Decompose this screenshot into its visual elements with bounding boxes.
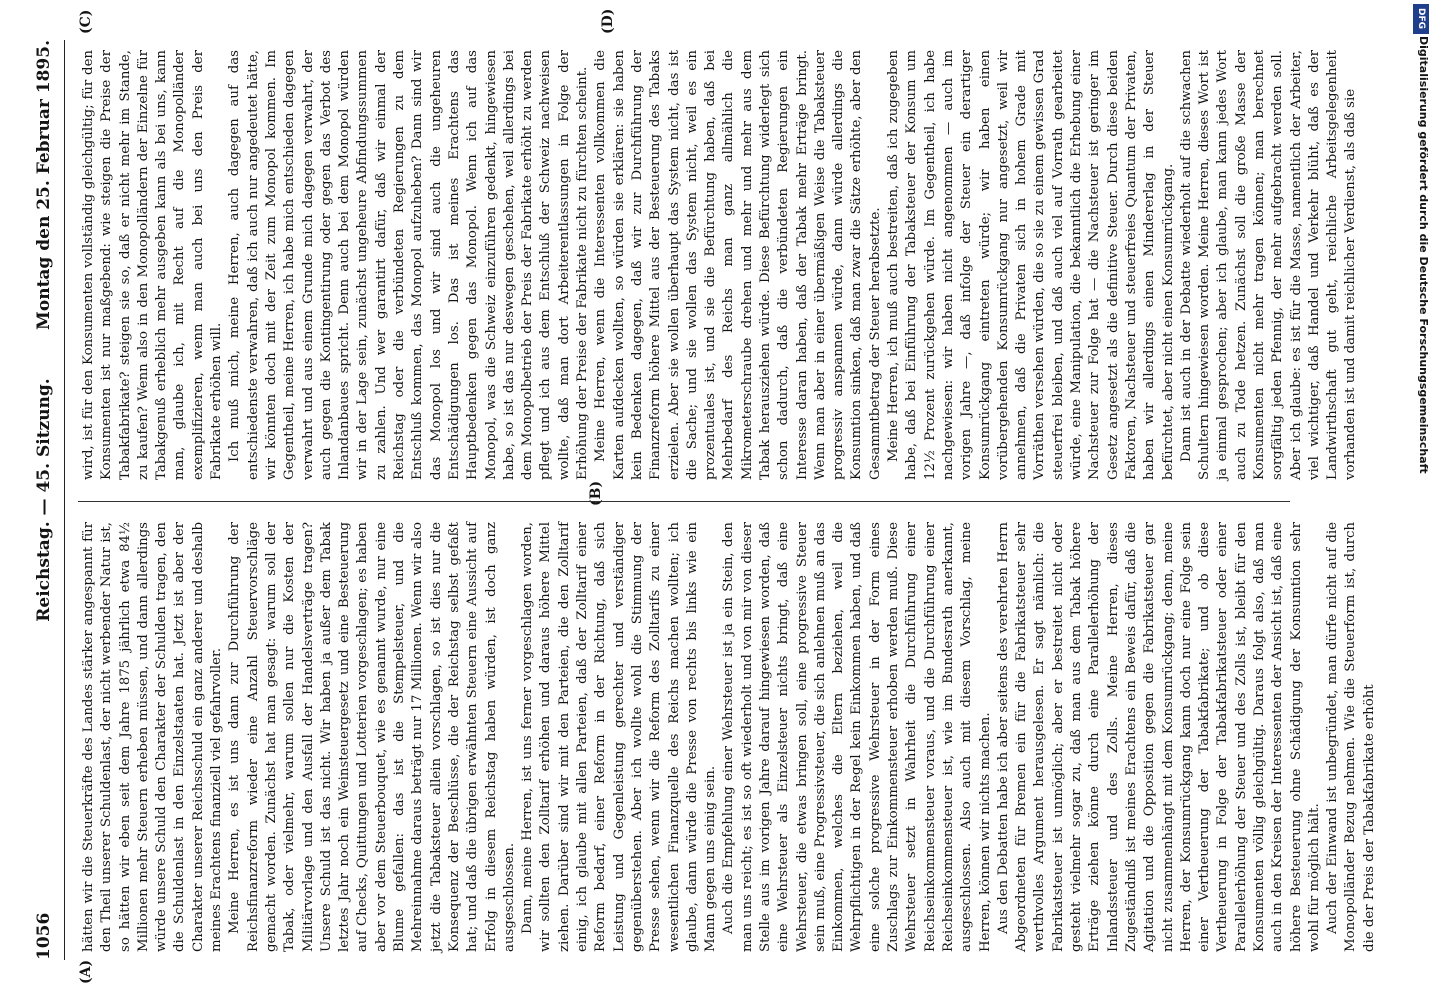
column-divider [78,501,1290,502]
left-text-column [80,522,1377,952]
page-number: 1056 [34,912,54,960]
paragraph: hätten wir die Steuerkräfte des Landes stärker angespannt für den Theil unserer Schuldenlast, der nicht werbender Natur ist, so hätten wir eben seit dem Jahre 1875 jährlich etwa 84½ Millionen mehr Steuern erheben müssen, und dann allerdings würde unsere Schuld den Charakter der Schulden tragen, den die Schuldenlast in den Einzelstaaten hat. Jetzt ist aber der Charakter unserer Reichsschuld ein ganz anderer und deshalb meines Erachtens finanziell viel gefahrvoller. [81,522,225,952]
paragraph: Aus den Debatten habe ich aber seitens des verehrten Herrn Abgeordneten für Bremen ein für die Fabrikatsteuer sehr werthvolles Argument herausgelesen. Er sagt nämlich: die Fabrikatsteuer ist unmöglich; aber er bestreitet nicht oder gesteht vielmehr sogar zu, daß man aus dem Tabak höhere Erträge ziehen könne durch eine Parallelerhöhung der Inlandssteuer und des Zolls. Meine Herren, dieses Zugeständniß ist meines Erachtens ein Beweis dafür, daß die Agitation und die Opposition gegen die Fabrikatsteuer gar nicht zusammenhängt mit dem Konsumrückgang; denn, meine Herren, der Konsumrückgang kann doch nur eine Folge sein einer Vertheuerung der Tabakfabrikate; und ob diese Vertheuerung in Folge der Tabakfabrikatsteuer oder einer Parallelerhöhung der Steuer und des Zolls ist, bleibt für den Konsumenten völlig gleichgültig. Daraus folgt also, daß man auch in den Kreisen der Interessenten der Ansicht ist, daß eine höhere Besteuerung ohne Schädigung der Konsumtion sehr wohl für möglich hält. [995,522,1322,952]
margin-marker-a: (A) [78,959,94,984]
paragraph: Meine Herren, ich muß auch bestreiten, daß ich zugegeben habe, daß bei Einführung der Tabaksteuer der Konsum um 12½ Prozent zurückgehen würde. Im Gegentheil, ich habe nachgewiesen: wir haben nicht angenommen — auch im vorigen Jahre —, daß infolge der Steuer ein derartiger Konsumrückgang eintreten würde; wir haben einen vorübergehenden Konsumrückgang nur angesetzt, weil wir annehmen, daß die Privaten sich in hohem Grade mit Vorräthen versehen würden, die so sie zu einem gewissen Grad steuerfrei bleiben, und daß auch viel auf Vorrath gearbeitet würde, eine Manipulation, die bekanntlich die Erhebung einer Nachsteuer zur Folge hat — die Nachsteuer ist geringer im Gesetz angesetzt als die definitive Steuer. Durch diese beiden Faktoren, Nachsteuer und steuerfreies Quantum der Privaten, haben wir allerdings einen Mindererlag in der Steuer befürchtet, aber nicht einen Konsumrückgang. [886,50,1176,480]
right-text-column [80,50,1359,480]
paragraph: Dann ist auch in der Debatte wiederholt auf die schwachen Schultern hingewiesen worden. Meine Herren, dieses Wort ist ja einmal gesprochen; aber ich glaube, man kann jedes Wort auch zu Tode hetzen. Zunächst soll die große Masse der Konsumenten nicht mehr tragen können; man berechnet sorgfältig jeden Pfennig, der mehr aufgebracht werden soll. Aber ich glaube: es ist für die Masse, namentlich der Arbeiter, viel wichtiger, daß Handel und Verkehr blüht, daß es der Landwirthschaft gut geht, reichliche Arbeitsgelegenheit vorhanden ist und damit reichlicher Verdienst, als daß sie [1178,50,1359,480]
digitization-footer [1412,36,1430,986]
session-title: Reichstag. — 45. Sitzung. [34,378,54,622]
paragraph: Meine Herren, wenn die Interessenten vollkommen die Karten aufdecken wollten, so würden sie erklären: sie haben kein Bedenken dagegen, daß wir zur Durchführung der Finanzreform höhere Mittel aus der Besteuerung des Tabaks erzielen. Aber sie wollen überhaupt das System nicht, das ist die Sache; und sie wollen das System nicht, weil es ein prozentuales ist, und sie die Befürchtung haben, daß bei Mehrbedarf des Reichs man ganz allmählich die Mikrometerschraube drehen und mehr und mehr aus dem Tabak herausziehen würde. Diese Befürchtung widerlegt sich schon dadurch, daß die verbündeten Regierungen ein Interesse daran haben, daß der Tabak mehr Erträge bringt. Wenn man aber in einer übermäßigen Weise die Tabaksteuer progressiv anspannen würde, dann würde allerdings die Konsumtion sinken, daß man zwar die Sätze erhöhte, aber den Gesammtbetrag der Steuer herabsetzte. [593,50,883,480]
paragraph: Auch die Empfehlung einer Wehrsteuer ist ja ein Stein, den man uns reicht; es ist so oft wiederholt und von mir von dieser Stelle aus im vorigen Jahre darauf hingewiesen worden, daß eine Wehrsteuer als Einzelsteuer nichts bringt, daß eine Wehrsteuer, die etwas bringen soll, eine progressive Steuer sein muß, eine Progressivsteuer, die sich anlehnen muß an das Einkommen, welches die Eltern beziehen, weil die Wehrpflichtigen in der Regel kein Einkommen haben, und daß eine solche progressive Wehrsteuer in der Form eines Zuschlags zur Einkommensteuer erhoben werden muß. Diese Wehrsteuer setzt in Wahrheit die Durchführung einer Reichseinkommensteuer voraus, und die Durchführung einer Reichseinkommensteuer ist, wie im Bundesrath anerkannt, ausgeschlossen. Also auch mit diesem Vorschlag, meine Herren, können wir nichts machen. [721,522,993,952]
margin-marker-d: (D) [600,8,616,34]
paragraph: Meine Herren, es ist uns dann zur Durchführung der Reichsfinanzreform wieder eine Anzahl Steuervorschläge gemacht worden. Zunächst hat man gesagt: warum soll der Tabak, oder vielmehr, warum sollen nur die Kosten der Militärvorlage und den Ausfall der Handelsverträge tragen? Unsere Schuld ist das nicht. Wir haben ja außer dem Tabak letztes Jahr noch ein Weinsteuergesetz und eine Besteuerung auf Checks, Quittungen und Lotterien vorgeschlagen; es haben aber vor dem Steuerbouquet, wie es genannt wurde, nur eine Blume gefallen: das ist die Stempelsteuer, und die Mehreinnahme daraus beträgt nur 17 Millionen. Wenn wir also jetzt die Tabaksteuer allein vorschlagen, so ist dies nur die Konsequenz der Beschlüsse, die der Reichstag selbst gefaßt hat; und daß die übrigen erwähnten Steuern eine Aussicht auf Erfolg in diesem Reichstag haben würden, ist doch ganz ausgeschlossen. [227,522,517,952]
paragraph: wird, ist für den Konsumenten vollständig gleichgültig; für den Konsumenten ist nur maßgebend: wie steigen die Preise der Tabakfabrikate? steigen sie so, daß er nicht mehr im Stande, zu kaufen? Wenn also in den Monopolländern der Einzelne für Tabakgenuß erheblich mehr ausgeben kann als bei uns, kann man, glaube ich, mit Recht auf die Monopolländer exemplifizieren, wenn man auch bei uns den Preis der Fabrikate erhöhen will. [81,50,225,480]
paragraph: Auch der Einwand ist unbegründet, man dürfe nicht auf die Monopolländer Bezug nehmen. Wie die Steuerform ist, durch die der Preis der Tabakfabrikate erhöht [1325,522,1377,952]
session-date: Montag den 25. Februar 1895. [34,40,54,330]
margin-marker-c: (C) [78,9,94,34]
margin-marker-b: (B) [588,480,604,506]
paragraph: Dann, meine Herren, ist uns ferner vorgeschlagen worden, wir sollten den Zolltarif erhöhen und daraus höhere Mittel ziehen. Darüber sind wir mit den Parteien, die den Zolltarif einig, ich glaube mit allen Parteien, daß der Zolltarif einer Reform bedarf, einer Reform in der Richtung, daß sich Leistung und Gegenleistung gerechter und verständiger gegenüberstehen. Aber ich wollte wohl die Stimmung der Presse sehen, wenn wir die Reform des Zolltarifs zu einer wesentlichen Finanzquelle des Reichs machen wollten; ich glaube, dann würde die Presse von rechts bis links wie ein Mann gegen uns einig sein. [520,522,719,952]
dfg-logo: DFG [1413,4,1429,34]
digitization-credit: Digitalisierung gefördert durch die Deutsche Forschungsgemeinschaft [1417,36,1430,474]
page-header [28,40,65,960]
paragraph: Ich muß mich, meine Herren, auch dagegen auf das entschiedenste verwahren, daß ich auch nur angedeutet hätte, wir könnten doch mit der Zeit zum Monopol kommen. Im Gegentheil, meine Herren, ich habe mich entschieden dagegen verwahrt und aus einem Grunde mich dagegen verwahrt, der auch gegen die Kontingentirung oder gegen das Verbot des Inlandanbaues spricht. Denn auch bei dem Monopol würden wir in der Lage sein, zunächst ungeheure Abfindungssummen zu zahlen. Und wer garantirt dafür, daß wir einmal der Reichstag oder die verbündeten Regierungen zu dem Entschluß kommen, das Monopol aufzuheben? Dann sind wir das Monopol los und wir sind auch die ungeheuren Entschädigungen los. Das ist meines Erachtens das Hauptbedenken gegen das Monopol. Wenn ich auf das Monopol, was die Schweiz einzuführen gedenkt, hingewiesen habe, so ist das nur deswegen geschehen, weil allerdings bei dem Monopolbetrieb der Preis der Fabrikate erhöht zu werden pflegt und ich aus dem Entschluß der Schweiz nachweisen wollte, daß man dort Arbeiterentlassungen in Folge der Erhöhung der Preise der Fabrikate nicht zu fürchten scheint. [227,50,591,480]
